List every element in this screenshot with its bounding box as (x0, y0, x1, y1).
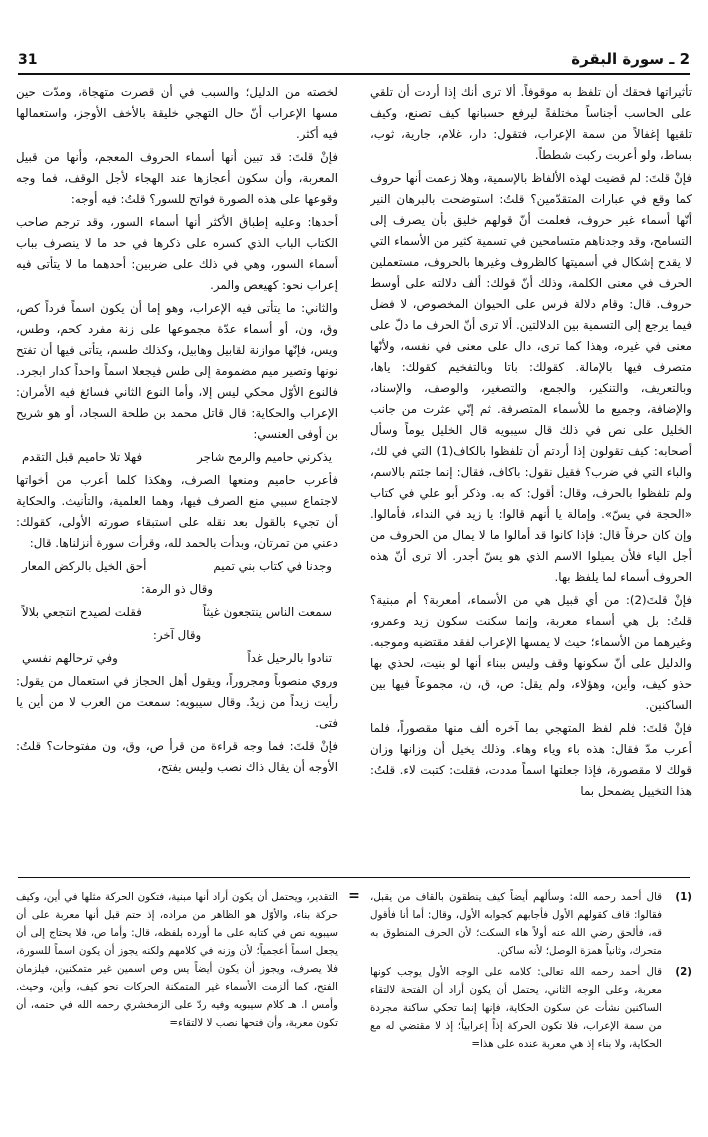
paragraph: فإنْ قلتَ: فلم لفظ المتهجي بما آخره ألف منها مقصوراً، فلما أعرب مدّ فقال: هذه باء وياء وهاء. وذلك يخيل أن وزانها وزان قولك لا مقصورة، فإذا جعلتها اسماً مددت، فقلت: كتبت لاء. قلتُ: هذا التخييل يضمحل بما (370, 721, 692, 798)
right-column (370, 82, 692, 869)
paragraph: فإنْ قلتَ: لم قضيت لهذه الألفاظ بالإسمية، وهلا زعمت أنها حروف كما وقع في عبارات المتقدّمين؟ قلتُ: استوضحت بالبرهان النير أنّها أسماء غير حروف، فعلمت أنّ قولهم خليق بأن يصرف إلى التسامح، وقد وجدناهم متسامحين في تسمية كثير من الأسماء التي لا يقدح إشكال في أسميتها كالظروف وغيرها بالحروف، مستعملين الحرف في معنى الكلمة، وذلك أنّ قولك: ألف دلالته على أوسط حروف. قال: وقام دلالة فرس على الحيوان المخصوص، لا فضل فيما يرجع إلى التسمية بين الدلالتين. ألا ترى أنّ الحرف ما دلّ على معنى في غيره، وهذا كما ترى، دال على معنى في نفسه، ولأنّها متصرف فيها بالإمالة. كقولك: باتا وبالتفخيم كقولك: ياها، وبالتعريف، والتنكير، والجمع، والتصغير، والوصف، والإسناد، والإضافة، وجميع ما للأسماء المتصرفة. ثم إنّي عثرت من جانب الخليل على نص في ذلك قال سيبويه قال الخليل يوماً وسأل أصحابه: كيف تقولون إذا أردتم أن تلفظوا بالكاف(1) التي في لك، والباء التي في ضرب؟ فقيل نقول: باكاف، فقال: إنما جئتم بالاسم، ولم تلفظوا بالحرف، وقال: أقول: كه به. وذكر أبو علي في كتاب «الحجة في يسّ». وإمالة يا أنهم قالوا: يا زيد في النداء، فأمالوا. وإن كان حرفاً قال: فإذا كانوا قد أمالوا ما لا يمال من الحروف من أجل الياء فلأن يميلوا الاسم الذي هو يسّ أجدر. ألا ترى أنّ هذه الحروف أسماء لما يلفظ بها. (370, 171, 692, 584)
page-header (18, 50, 690, 72)
running-title: 2 ـ سورة البقرة (571, 50, 690, 68)
verse-second-hemistich: وفي ترحالهم نفسي (22, 651, 118, 665)
verse-second-hemistich: أحق الخيل بالركض المعار (22, 559, 147, 573)
footnote-number: (2) (675, 966, 692, 978)
paragraph: فإنْ قلتَ(2): من أي قبيل هي من الأسماء، أمعربة؟ أم مبنية؟ قلتُ: بل هي أسماء معربة، وإنما سكنت سكون زيد وعمرو، وغيرهما من الأسماء؛ حيث لا يمسها الإعراب لفقد مقتضيه وموجبه. والدليل على أنّ سكونها وقف وليس ببناء أنها لو بنيت، لحذي بها حذو كيف، وأين، وهؤلاء، ولم يقل: ص، ق، ن، مجموعاً فيها بين الساكنين. (370, 593, 692, 712)
footnote (370, 888, 692, 960)
paragraph: فإنْ قلتَ: فما وجه قراءة من قرأ ص، وق، ون مفتوحات؟ قلتُ: الأوجه أن يقال ذاك نصب وليس بفتح، (16, 739, 338, 774)
footnotes-left (16, 888, 338, 1128)
verse-second-hemistich: فهلا تلا حاميم قبل التقدم (22, 450, 143, 464)
poetry-verse (16, 556, 338, 577)
paragraph: أحدها: وعليه إطباق الأكثر أنها أسماء السور، وقد ترجم صاحب الكتاب الباب الذي كسره على ذكرها في حد ما لا ينصرف بباب أسماء السور، وهي في ذلك على ضربين: أحدهما ما لا يتأتى فيه إعراب نحو: كهيعص والمر. (16, 215, 338, 292)
verse-first-hemistich: تنادوا بالرحيل غداً (247, 651, 332, 665)
footnote-number: (1) (675, 891, 692, 903)
paragraph: وروي منصوباً ومجروراً، ويقول أهل الحجاز في استعمال من يقول: رأيت زيداً من زيدٌ. وقال سيبويه: سمعت من العرب لا من أين يا فتى. (16, 674, 338, 730)
poetry-verse (16, 447, 338, 468)
page-number: 31 (18, 52, 38, 68)
header-rule (18, 73, 690, 75)
paragraph: تأثيراتها فحقك أن تلفظ به موقوفاً. ألا ترى أنك إذا أردت أن تلقي على الحاسب أجناساً مختلفةً ليرفع حسبانها كيف تصنع، وكيف تلقيها إغفالاً من سمة الإعراب، فتقول: دار، غلام، جارية، ثوب، بساط، ولو أعربت ركبت شططاً. (370, 85, 692, 162)
verse-second-hemistich: فقلت لصيدح انتجعي بلالاً (22, 605, 142, 619)
footnote-text: قال أحمد رحمه الله: وسألهم أيضاً كيف ينطقون بالقاف من يقبل، فقالوا: قاف كقولهم الأول فأجابهم كجوابه الأول، وقال: أما أنا فأقول قه، فألحق رضي الله عنه أولاً هاء السكت؛ لأن الحرف المنطوق به متحرك، وثانياً همزة الوصل؛ لأنه ساكن. (370, 891, 662, 957)
verse-attribution: وقال آخر: (152, 628, 202, 642)
paragraph: والثاني: ما يتأتى فيه الإعراب، وهو إما أن يكون اسماً فرداً كص، وق، ون، أو أسماء عدّة مجموعها على زنة مفرد كحم، وطس، ويس، فإنّها موازنة لقابيل وهابيل، وكذلك طسم، يتأتى فيها أن تفتح نونها وتصير ميم مضمومة إلى طس فيجعلا اسماً واحداً كدار ابجرد. فالنوع الأوّل محكي ليس إلا، وأما النوع الثاني فسائغ فيه الأمران: الإعراب والحكاية: قال قاتل محمد بن طلحة السجاد، أو هو شريح بن أوفى العنسي: (16, 301, 338, 441)
paragraph: فإنْ قلتَ: قد تبين أنها أسماء الحروف المعجم، وأنها من قبيل المعربة، وأن سكون أعجازها عند الهجاء لأجل الوقف، فما وجه وقوعها على هذه الصورة فواتح للسور؟ قلتُ: فيه أوجه: (16, 150, 338, 206)
verse-attribution: وقال ذو الرمة: (141, 582, 213, 596)
verse-first-hemistich: وجدنا في كتاب بني تميم (213, 559, 332, 573)
footnote-text: قال أحمد رحمه الله تعالى: كلامه على الوجه الأول يوجب كونها معربة، وعلى الوجه الثاني، يحتمل أن يكون أراد أن الفتحة لالتقاء الساكنين نشأت عن سكون الحكاية، فإنها إنما تحكي ساكنة مجردة من سمة الإعراب، فلا تكون الحركة إذاً إعرابياً؛ إذ لا مقتضي له مع الحكاية، ولا بناء إذ هي معربة عنده على هذا= (370, 966, 662, 1050)
paragraph: فأعرب حاميم ومنعها الصرف، وهكذا كلما أعرب من أخواتها لاجتماع سببي منع الصرف فيها، وهما العلمية، والتأنيث. والحكاية أن تجيء بالقول بعد نقله على استبقاء صورته الأولى، كقولك: دعني من تمرتان، وبدأت بالحمد لله، وقرأت سورة أنزلناها. قال: (16, 473, 338, 550)
footnote-continuation: التقدير، ويحتمل أن يكون أراد أنها مبنية، فتكون الحركة مثلها في أين، وكيف حركة بناء، والأوّل هو الظاهر من مراده، إذ حتم قبل أنها معربة على أن سيبويه نص في كتابه على ما أورده بلفظه، قال: وأما ص، فلا يحتاج إلى أن يجعل اسماً أعجمياً؛ لأن وزنه في كلامهم ولكنه يجوز أن يكون اسماً للسورة، فلا يصرف، ويجوز أن يكون أيضاً يس وص اسمين غير متمكنين، فيلزمان الفتح، كما ألزمت الأسماء غير المتمكنة الحركات نحو كيف، وأين، وحيث. وأمس ا. هـ كلام سيبويه وفيه ردّ على الزمخشري رحمه الله في حتمه، أن تكون معربة، وأن فتحها نصب لا لالتقاء= (16, 891, 338, 1029)
left-column (16, 82, 338, 869)
verse-first-hemistich: يذكرني حاميم والرمح شاجر (197, 450, 332, 464)
footnotes-right (370, 888, 692, 1128)
poetry-verse (16, 648, 338, 669)
continuation-marker: = (348, 888, 360, 904)
poetry-verse (16, 602, 338, 623)
footnote-rule (18, 877, 690, 878)
verse-first-hemistich: سمعت الناس ينتجعون غيثاً (202, 605, 332, 619)
paragraph: لخصته من الدليل؛ والسبب في أن قصرت متهجاة، ومدّت حين مسها الإعراب أنّ حال التهجي خليقة بالأخف الأوجز، واستعمالها فيه أكثر. (16, 85, 338, 141)
footnote (370, 963, 692, 1053)
